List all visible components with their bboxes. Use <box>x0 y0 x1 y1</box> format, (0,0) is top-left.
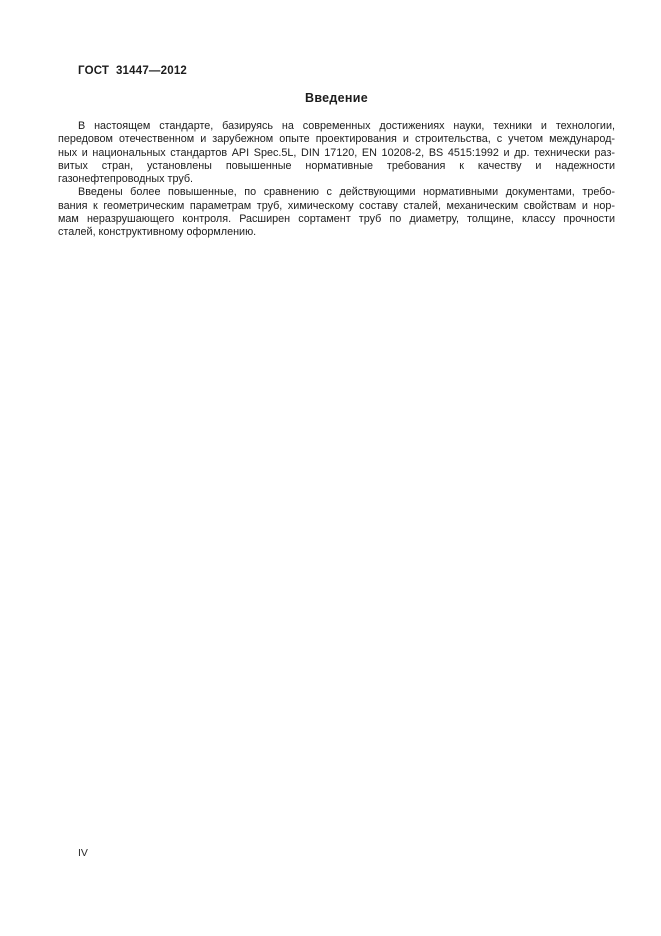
section-title: Введение <box>305 91 368 105</box>
paragraph-line: сталей, конструктивному оформлению. <box>58 226 257 239</box>
intro-paragraph <box>58 120 615 186</box>
paragraph-line: передовом отечественном и зарубежном опыте проектирования и строительства, с учетом международ- <box>58 133 615 146</box>
paragraph-line: ных и национальных стандартов API Spec.5L, DIN 17120, EN 10208-2, BS 4515:1992 и др. технически раз- <box>58 146 615 159</box>
page-number: IV <box>78 847 88 859</box>
introduction-body <box>58 120 615 240</box>
paragraph-line: мам неразрушающего контроля. Расширен сортамент труб по диаметру, толщине, классу прочности <box>58 213 615 226</box>
paragraph-line: вания к геометрическим параметрам труб, химическому составу сталей, механическим свойствам и нор- <box>58 199 615 212</box>
paragraph-line: Введены более повышенные, по сравнению с действующими нормативными документами, требо- <box>78 186 615 199</box>
paragraph-line: газонефтепроводных труб. <box>58 173 194 186</box>
paragraph-line: витых стран, установлены повышенные нормативные требования к качеству и надежности <box>58 159 615 172</box>
paragraph-line: В настоящем стандарте, базируясь на современных достижениях науки, техники и технологии, <box>78 120 615 132</box>
intro-paragraph <box>58 186 615 239</box>
standard-number-header: ГОСТ 31447—2012 <box>78 65 188 77</box>
